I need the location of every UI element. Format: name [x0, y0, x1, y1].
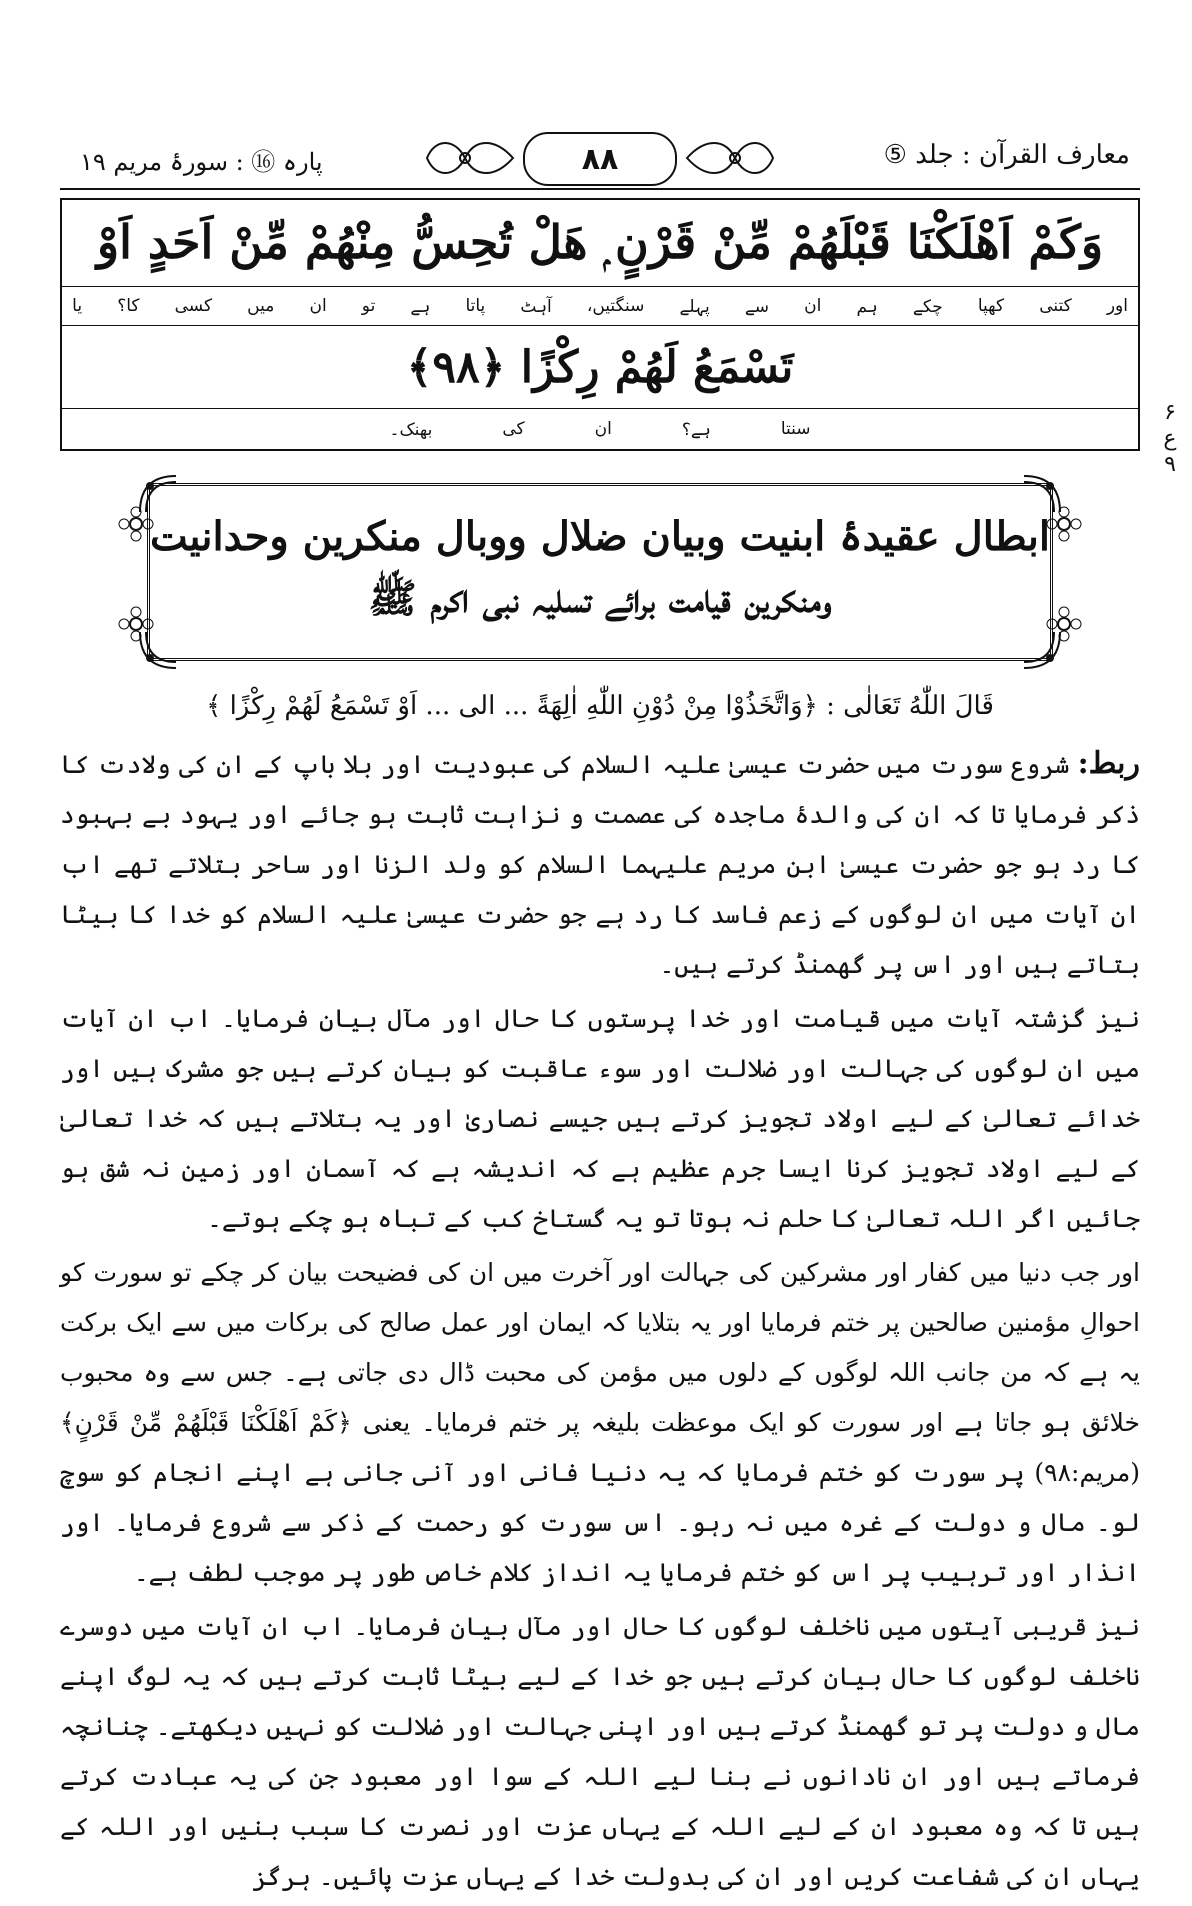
translation-word: ان [594, 419, 612, 439]
translation-word: پاتا [465, 296, 486, 316]
translation-word: کتنی [1039, 296, 1072, 316]
translation-word: ان [804, 296, 822, 316]
page-header [60, 130, 1140, 190]
ruku-marker: ۶ ع ۹ [1163, 400, 1177, 477]
translation-word: کی [502, 419, 525, 439]
translation-word: چکے [912, 296, 943, 317]
paragraph [60, 994, 1140, 1244]
paragraph-text: شروع سورت میں حضرت عیسیٰ علیہ السلام کی عبودیت اور بلا باپ کے ان کی ولادت کا ذکر فرمایا تا کہ ان کی والدۂ ماجدہ کی عصمت و نزاہت ثابت ہو جائے اور یہود بے بہبود کا رد ہو جو حضرت عیسیٰ ابن مریم علیہما السلام کو ولد الزنا اور ساحر بتلاتے تھے اب ان آیات میں ان لوگوں کے زعم فاسد کا رد ہے جو حضرت عیسیٰ علیہ السلام کو خدا کا بیٹا بتاتے ہیں اور اس پر گھمنڈ کرتے ہیں۔ [60, 750, 1140, 979]
paragraph [60, 739, 1140, 990]
heading-line-2: ومنکرین قیامت برائے تسلیہ نبی اکرم ﷺ [368, 574, 832, 622]
paragraph-text: اور جب دنیا میں کفار اور مشرکین کی جہالت اور آخرت میں ان کی فضیحت بیان کر چکے تو سورت کو احوالِ مؤمنین صالحین پر ختم فرمایا اور یہ بتلایا کہ ایمان اور عمل صالح کی برکات میں سے ایک برکت یہ ہے کہ من جانب اللہ لوگوں کے دلوں میں مؤمن کی محبت ڈال دی جاتی ہے۔ جس سے وہ محبوب خلائق ہو جاتا ہے اور سورت کو ایک موعظت بلیغہ پر ختم فرمایا۔ یعنی ﴿كَمْ اَهْلَكْنَا قَبْلَهُمْ مِّنْ قَرْنٍ﴾ (مریم:۹۸) پر سورت کو ختم فرمایا کہ یہ دنیا فانی اور آنی جانی ہے اپنے انجام کو سوچ لو۔ مال و دولت کے غرہ میں نہ رہو۔ اس سورت کو رحمت کے ذکر سے شروع فرمایا۔ اور انذار اور ترہیب پر اس کو ختم فرمایا یہ انداز کلام خاص طور پر موجب لطف ہے۔ [60, 1258, 1140, 1587]
flower-ornament-icon [1044, 604, 1084, 644]
paragraph-text: نیز گزشتہ آیات میں قیامت اور خدا پرستوں کا حال اور مآل بیان فرمایا۔ اب ان آیات میں ان لوگوں کی جہالت اور ضلالت اور سوء عاقبت کو بیان کرتے ہیں جو مشرک ہیں اور خدائے تعالیٰ کے لیے اولاد تجویز کرتے ہیں جیسے نصاریٰ اور یہ بتلاتے ہیں کہ خدا تعالیٰ کے لیے اولاد تجویز کرنا ایسا جرم عظیم ہے کہ اندیشہ ہے کہ آسمان اور زمین نہ شق ہو جائیں اگر اللہ تعالیٰ کا حلم نہ ہوتا تو یہ گستاخ کب کے تباہ ہو چکے ہوتے۔ [60, 1004, 1140, 1233]
paragraph [60, 1248, 1140, 1598]
translation-word: سے [744, 296, 770, 317]
quranic-reference: قَالَ اللّٰهُ تَعَالٰی : ﴿وَاتَّخَذُوْا مِنْ دُوْنِ اللّٰهِ اٰلِهَةً ... الی ... اَوْ تَسْمَعُ لَهُمْ رِكْزًا ﴾ [206, 691, 994, 721]
verse-2-arabic: تَسْمَعُ لَهُمْ رِكْزًا ﴿۹۸﴾ [62, 326, 1138, 409]
paragraph-lead: ربط: [1077, 746, 1140, 781]
translation-word: سنگتیں، [586, 296, 645, 316]
page-number: ۸۸ [523, 132, 677, 186]
translation-word: آہٹ [520, 296, 552, 317]
header-ornament-right-icon [685, 136, 775, 180]
heading-line-1: ابطال عقیدۂ ابنیت وبیان ضلال ووبال منکرین وحدانیت [150, 512, 1050, 560]
translation-word: تو [361, 296, 376, 316]
flower-ornament-icon [116, 504, 156, 544]
verse-table [60, 198, 1140, 451]
paragraph-text: نیز قریبی آیتوں میں ناخلف لوگوں کا حال اور مآل بیان فرمایا۔ اب ان آیات میں دوسرے ناخلف لوگوں کا حال بیان کرتے ہیں جو خدا کے لیے بیٹا ثابت کرتے ہیں کہ یہ لوگ اپنے مال و دولت پر تو گھمنڈ کرتے ہیں اور اپنی جہالت اور ضلالت کو نہیں دیکھتے۔ چنانچہ فرماتے ہیں اور ان نادانوں نے بنا لیے اللہ کے سوا اور معبود جن کی یہ عبادت کرتے ہیں تا کہ وہ معبود ان کے لیے اللہ کے یہاں عزت اور نصرت کا سبب بنیں اور اللہ کے یہاں ان کی شفاعت کریں اور ان کی بدولت خدا کے یہاں عزت پائیں۔ ہرگز [60, 1612, 1140, 1891]
part-surah-label: پارہ ⑯ : سورۂ مریم ۱۹ [80, 148, 323, 176]
verse-1-translation [62, 287, 1138, 326]
page [60, 130, 1177, 1906]
translation-word: ہم [856, 296, 878, 317]
translation-word: میں [247, 296, 275, 316]
section-heading-box [147, 483, 1053, 661]
verse-1-arabic: وَكَمْ اَهْلَكْنَا قَبْلَهُمْ مِّنْ قَرْنٍ ۭ هَلْ تُحِسُّ مِنْهُمْ مِّنْ اَحَدٍ اَوْ [62, 200, 1138, 287]
translation-word: ہے [410, 296, 431, 317]
translation-word: ان [309, 296, 327, 316]
translation-word: کا؟ [117, 296, 140, 316]
header-ornament-left-icon [425, 136, 515, 180]
translation-word: کھپا [977, 296, 1005, 316]
translation-word: اور [1106, 296, 1128, 316]
commentary-body [60, 739, 1140, 1902]
flower-ornament-icon [116, 604, 156, 644]
translation-word: ہے؟ [681, 419, 711, 440]
book-title: معارف القرآن : جلد ⑤ [883, 140, 1130, 170]
flower-ornament-icon [1044, 504, 1084, 544]
translation-word: سنتا [780, 419, 811, 439]
translation-word: پہلے [679, 296, 710, 317]
translation-word: بھنک۔ [389, 419, 433, 440]
translation-word: کسی [174, 296, 213, 316]
paragraph [60, 1602, 1140, 1902]
verse-2-translation [62, 409, 1138, 449]
translation-word: یا [72, 296, 83, 316]
